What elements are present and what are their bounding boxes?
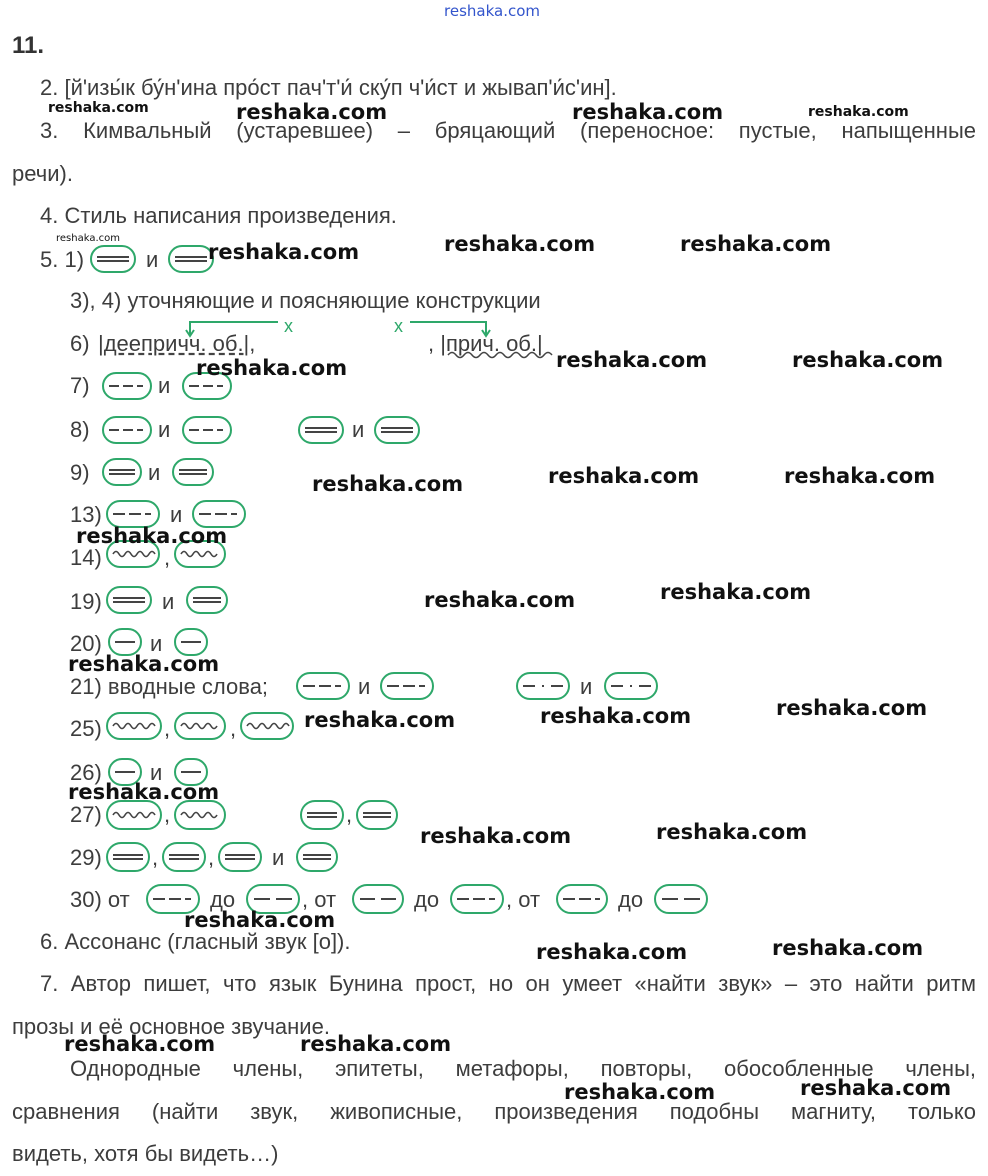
- word-do: до: [618, 887, 644, 912]
- watermark: reshaka.com: [680, 232, 832, 256]
- conj-i: и: [150, 760, 163, 785]
- watermark: reshaka.com: [208, 240, 360, 264]
- dash-dot-dash-symbol: [604, 672, 658, 700]
- dash-dot-symbol: [102, 416, 152, 444]
- word-do: до: [210, 887, 236, 912]
- wavy-line-symbol: [106, 712, 162, 740]
- watermark: reshaka.com: [444, 232, 596, 256]
- conj-i: и: [146, 247, 159, 272]
- watermark: reshaka.com: [424, 588, 576, 612]
- dash-dot-symbol: [380, 672, 434, 700]
- svg-text:x: x: [284, 316, 293, 336]
- watermark: reshaka.com: [184, 908, 336, 932]
- wavy-line-symbol: [174, 712, 226, 740]
- watermark: reshaka.com: [68, 780, 220, 804]
- watermark: reshaka.com: [808, 104, 909, 120]
- item-21-label: 21) вводные слова;: [70, 674, 269, 699]
- double-line-symbol: [162, 842, 206, 872]
- dash-dot-symbol: [102, 372, 152, 400]
- watermark: reshaka.com: [196, 356, 348, 380]
- line-4: 4. Стиль написания произведения.: [40, 203, 397, 228]
- watermark: reshaka.com: [660, 580, 812, 604]
- watermark-top: reshaka.com: [444, 2, 540, 20]
- double-line-symbol: [374, 416, 420, 444]
- conj-i: и: [170, 502, 183, 527]
- watermark: reshaka.com: [800, 1076, 952, 1100]
- watermark: reshaka.com: [792, 348, 944, 372]
- watermark: reshaka.com: [772, 936, 924, 960]
- wavy-line-symbol: [240, 712, 294, 740]
- item-30-label: 30) от: [70, 887, 130, 912]
- item-29-label: 29): [70, 845, 102, 870]
- conj-i: и: [162, 589, 175, 614]
- watermark: reshaka.com: [300, 1032, 452, 1056]
- item-25-label: 25): [70, 716, 102, 741]
- watermark: reshaka.com: [304, 708, 456, 732]
- line-6-label: 6): [70, 331, 90, 356]
- conj-i: и: [580, 674, 593, 699]
- conj-i: и: [148, 460, 161, 485]
- watermark: reshaka.com: [76, 524, 228, 548]
- paragraph-line-1: Однородные члены, эпитеты, метафоры, повторы, обособленные члены,: [70, 1056, 976, 1081]
- svg-text:x: x: [394, 316, 403, 336]
- watermark: reshaka.com: [236, 100, 388, 124]
- double-line-symbol: [356, 800, 398, 830]
- double-line-symbol: [296, 842, 338, 872]
- item-9-label: 9): [70, 460, 90, 485]
- double-line-symbol: [102, 458, 142, 486]
- line-3-continued: речи).: [12, 161, 73, 186]
- participle-phrase-label: , |прич. об.|: [428, 331, 543, 356]
- line-5-label: 5. 1): [40, 247, 85, 272]
- gerund-arrow-symbol: [186, 318, 296, 338]
- gerund-phrase-label: |деепричч. об.|,: [98, 331, 256, 356]
- watermark: reshaka.com: [784, 464, 936, 488]
- conj-i: и: [358, 674, 371, 699]
- item-27-label: 27): [70, 802, 102, 827]
- item-19-label: 19): [70, 589, 102, 614]
- double-line-symbol: [186, 586, 228, 614]
- watermark: reshaka.com: [48, 100, 149, 116]
- item-7-label: 7): [70, 373, 90, 398]
- line-3: 3. Кимвальный (устаревшее) – бряцающий (переносное: пустые, напыщенные: [40, 118, 976, 143]
- watermark: reshaka.com: [420, 824, 572, 848]
- watermark: reshaka.com: [68, 652, 220, 676]
- dash-dot-dash-symbol: [516, 672, 570, 700]
- paragraph-line-2: сравнения (найти звук, живописные, произведения подобны магниту, только: [12, 1099, 976, 1124]
- comma: ,: [164, 545, 171, 570]
- dash-dot-symbol: [556, 884, 608, 914]
- item-8-label: 8): [70, 417, 90, 442]
- comma: ,: [346, 802, 353, 827]
- wavy-line-symbol: [174, 800, 226, 830]
- watermark: reshaka.com: [564, 1080, 716, 1104]
- line-5-3: 3), 4) уточняющие и поясняющие конструкции: [70, 288, 541, 313]
- dash-dot-symbol: [296, 672, 350, 700]
- wavy-underline: [448, 350, 552, 360]
- watermark: reshaka.com: [548, 464, 700, 488]
- double-line-symbol: [106, 586, 152, 614]
- comma: ,: [152, 845, 159, 870]
- task-number: 11.: [12, 32, 45, 59]
- watermark: reshaka.com: [312, 472, 464, 496]
- conj-i: и: [352, 417, 365, 442]
- watermark: reshaka.com: [536, 940, 688, 964]
- item-13-label: 13): [70, 502, 102, 527]
- double-line-symbol: [172, 458, 214, 486]
- paragraph-line-3: видеть, хотя бы видеть…): [12, 1141, 279, 1166]
- dash-dot-symbol: [450, 884, 504, 914]
- comma: ,: [164, 802, 171, 827]
- watermark: reshaka.com: [540, 704, 692, 728]
- double-dash-symbol: [654, 884, 708, 914]
- item-14-label: 14): [70, 545, 102, 570]
- double-dash-symbol: [352, 884, 404, 914]
- double-line-symbol: [300, 800, 344, 830]
- comma: ,: [230, 716, 237, 741]
- double-line-symbol: [298, 416, 344, 444]
- double-line-symbol: [106, 842, 150, 872]
- line-2-transcription: 2. [й'изы́к бу́н'ина про́ст пач'т'и́ ску́п ч'и́ст и жывап'и́с'ин].: [40, 75, 617, 100]
- word-do: до: [414, 887, 440, 912]
- conj-i: и: [272, 845, 285, 870]
- line-7: 7. Автор пишет, что язык Бунина прост, но он умеет «найти звук» – это найти ритм: [40, 971, 976, 996]
- word-ot: , от: [302, 887, 337, 912]
- line-6-assonance: 6. Ассонанс (гласный звук [о]).: [40, 929, 351, 954]
- conj-i: и: [158, 373, 171, 398]
- word-ot: , от: [506, 887, 541, 912]
- comma: ,: [208, 845, 215, 870]
- watermark: reshaka.com: [776, 696, 928, 720]
- participle-arrow-symbol: [394, 318, 494, 338]
- watermark: reshaka.com: [556, 348, 708, 372]
- watermark: reshaka.com: [656, 820, 808, 844]
- comma: ,: [164, 716, 171, 741]
- item-26-label: 26): [70, 760, 102, 785]
- dash-dot-symbol: [182, 416, 232, 444]
- conj-i: и: [150, 631, 163, 656]
- watermark: reshaka.com: [64, 1032, 216, 1056]
- item-20-label: 20): [70, 631, 102, 656]
- double-line-symbol: [218, 842, 262, 872]
- conj-i: и: [158, 417, 171, 442]
- wavy-line-symbol: [106, 800, 162, 830]
- double-line-symbol: [90, 245, 136, 273]
- watermark: reshaka.com: [56, 233, 120, 244]
- watermark: reshaka.com: [572, 100, 724, 124]
- line-7-continued: прозы и её основное звучание.: [12, 1014, 330, 1039]
